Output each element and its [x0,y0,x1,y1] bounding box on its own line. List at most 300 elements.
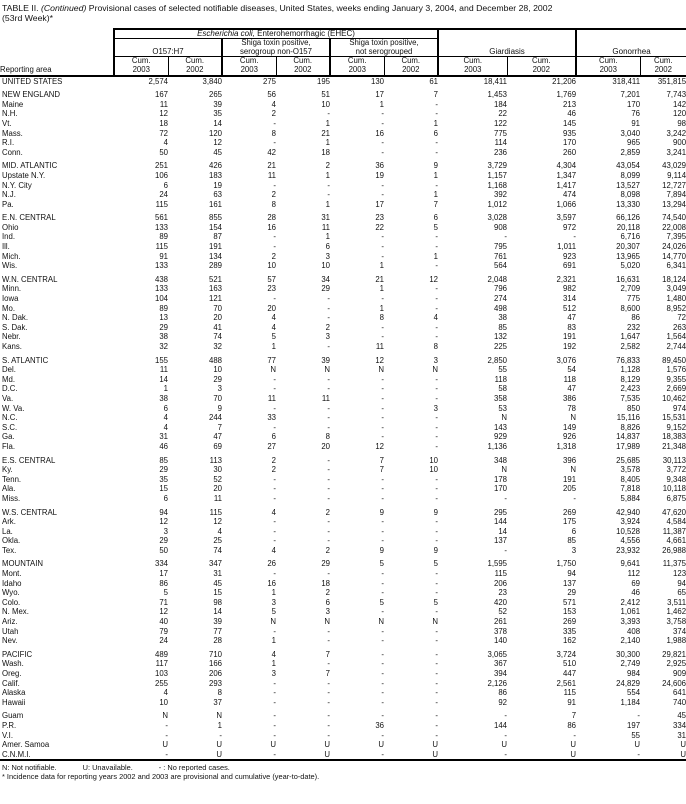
table-row [0,252,686,262]
value-cell: - [381,730,384,740]
value-cell: - [327,465,330,475]
value-cell: 1,318 [556,441,577,451]
value-cell: - [330,750,384,761]
value-cell: - [273,688,276,698]
reporting-area-cell: Nebr. [2,332,21,342]
value-cell: 9 [217,403,222,413]
table-row [0,384,686,394]
value-cell: 91 [159,251,168,261]
value-cell: - [381,526,384,536]
value-cell: - [381,251,384,261]
value-cell: 23 [267,284,276,294]
value-cell: 115 [155,199,168,209]
value-cell: - [327,109,330,119]
value-cell: 36 [375,161,384,171]
value-cell: 7,894 [666,190,686,200]
value-cell: - [327,342,330,351]
value-cell: 295 [494,507,508,517]
table-body [0,76,686,761]
value-cell: 3,049 [666,284,686,294]
value-cell: 21 [267,161,276,171]
reporting-area-cell: E.S. CENTRAL [2,455,56,465]
value-cell: 474 [563,190,577,200]
value-cell: 94 [677,578,686,588]
value-cell: - [327,711,330,721]
value-cell: 170 [494,484,508,494]
value-cell: 55 [498,365,508,375]
value-cell: 5 [433,597,439,607]
value-cell: - [327,313,330,323]
value-cell: - [435,493,439,503]
value-cell: - [435,720,439,730]
value-cell: - [435,138,439,148]
table-row [0,669,686,679]
value-cell: 76,833 [616,355,641,365]
value-cell: 51 [321,90,330,100]
value-cell: - [435,284,439,294]
value-cell: 20,307 [616,242,641,252]
table-row [0,646,686,660]
value-cell: 155 [154,355,168,365]
table-row [0,731,686,741]
value-cell: 14,770 [662,251,686,261]
value-cell: 420 [494,597,508,607]
value-cell: 118 [563,374,577,384]
value-cell: U [507,750,576,761]
value-cell: 3 [433,403,439,413]
value-cell: 36 [375,720,384,730]
value-cell: 6 [163,180,168,190]
value-cell: - [381,138,384,148]
reporting-area-cell: Maine [2,99,24,109]
value-cell: U [432,740,439,750]
value-cell: 38 [159,393,168,403]
value-cell: - [504,730,508,740]
value-cell: 10 [429,455,439,465]
value-cell: 154 [208,222,222,232]
reporting-area-cell: Nev. [2,636,18,646]
value-cell: 170 [627,99,641,109]
value-cell: 396 [563,455,577,465]
value-cell: 24,026 [662,242,686,252]
value-cell: - [381,626,384,636]
reporting-area-cell: Vt. [2,118,12,128]
value-cell: 378 [494,626,508,636]
value-cell: 9,355 [666,374,686,384]
value-cell: 18,124 [662,274,686,284]
value-cell: 489 [154,649,168,659]
value-cell: - [435,474,439,484]
table-row [0,190,686,200]
value-cell: - [222,750,276,761]
table-row [0,181,686,191]
value-cell: 132 [494,332,508,342]
value-cell: 8,129 [620,374,641,384]
value-cell: 9 [379,507,384,517]
value-cell: 909 [673,669,686,678]
value-cell: 8,405 [620,474,641,484]
value-cell: 79 [159,626,168,636]
value-cell: N [570,465,577,475]
value-cell: - [435,526,439,536]
value-cell: 43,029 [662,161,686,171]
value-cell: - [327,413,330,423]
value-cell: - [327,374,330,384]
reporting-area-cell: Md. [2,374,15,384]
value-cell: 22 [375,222,384,232]
value-cell: 24 [159,190,168,200]
value-cell: 46 [159,441,168,451]
reporting-area-cell: Wash. [2,659,24,669]
value-cell: 795 [494,242,508,252]
value-cell: 761 [494,251,508,261]
value-cell: 161 [208,199,222,209]
value-cell: 2,321 [556,274,577,284]
value-cell: 1,347 [556,170,577,180]
reporting-area-cell: MOUNTAIN [2,559,44,569]
value-cell: 38 [498,313,508,323]
table-row [0,342,686,352]
value-cell: 47 [567,384,577,394]
value-cell: - [435,688,439,698]
value-cell: 20 [213,313,222,323]
value-cell: 29 [159,465,168,475]
footnote-dash: - : No reported cases. [158,763,230,773]
value-cell: 53 [498,403,508,413]
value-cell: U [270,740,276,750]
value-cell: 5,020 [620,261,641,271]
value-cell: 118 [494,374,508,384]
value-cell: 16 [267,222,276,232]
value-cell: - [435,484,439,494]
value-cell: 26 [267,559,276,569]
value-cell: 4 [271,649,276,659]
value-cell: 8 [325,432,330,442]
value-cell: 2 [325,545,330,555]
value-cell: 5 [163,588,168,598]
value-cell: 5 [271,607,276,617]
ehec-italic-label: Escherichia coli, [197,28,255,38]
value-cell: 8,099 [620,170,641,180]
value-cell: 4 [163,422,168,432]
value-cell: 35 [213,109,222,119]
value-cell: 351,815 [657,76,686,86]
value-cell: 18 [159,118,168,128]
reporting-area-cell: S. ATLANTIC [2,355,49,365]
reporting-area-cell: N.Y. City [2,180,32,190]
value-cell: 77 [213,626,222,636]
value-cell: - [381,678,384,688]
value-cell: 775 [494,128,508,138]
table-row [0,607,686,617]
value-cell: 33 [267,413,276,423]
value-cell: 98 [677,118,686,128]
value-cell: 144 [494,517,508,527]
value-cell: - [435,242,439,252]
value-cell: 133 [154,222,168,232]
value-cell: 3,924 [620,517,641,527]
value-cell: 130 [370,76,384,86]
value-cell: - [327,636,330,646]
reporting-area-cell: W.N. CENTRAL [2,274,58,284]
value-cell: - [273,403,276,413]
value-cell: - [381,578,384,588]
value-cell: 86 [631,313,641,323]
reporting-area-cell: Ind. [2,232,16,242]
value-cell: 561 [154,213,168,223]
value-cell: 17 [375,90,384,100]
value-cell: 8,826 [620,422,641,432]
value-cell: 5 [433,222,439,232]
value-cell: 55 [631,730,641,740]
value-cell: 314 [563,294,577,304]
value-cell: 10,528 [616,526,641,536]
value-cell: 2,412 [620,597,641,607]
value-cell: U [378,740,384,750]
value-cell: 855 [208,213,222,223]
value-cell: 78 [567,403,577,413]
value-cell: 19 [375,170,384,180]
value-cell: 69 [631,578,641,588]
value-cell: 45 [213,147,222,157]
value-cell: 426 [208,161,222,171]
value-cell: U [384,750,438,761]
o157-subheader: O157:H7 [114,39,222,57]
value-cell: 47 [567,313,577,323]
table-row [0,413,686,423]
value-cell: 10 [321,261,330,271]
value-cell: 72 [677,313,686,323]
value-cell: 3,040 [620,128,641,138]
table-row [0,404,686,414]
value-cell: 9,152 [666,422,686,432]
value-cell: 54 [567,365,577,375]
value-cell: N [162,711,168,721]
value-cell: 334 [673,720,686,730]
value-cell: 4 [163,138,168,148]
table-row [0,475,686,485]
value-cell: 2,744 [666,342,686,351]
value-cell: 14 [159,374,168,384]
reporting-area-cell: Idaho [2,578,22,588]
value-cell: 2 [325,507,330,517]
value-cell: 76 [631,109,641,119]
value-cell: - [435,711,439,721]
value-cell: 178 [494,474,508,484]
value-cell: 2,669 [666,384,686,394]
value-cell: - [435,109,439,119]
reporting-area-cell: Va. [2,393,14,403]
title-continued: (Continued) [40,3,87,13]
value-cell: 3,729 [487,161,508,171]
table-row [0,721,686,731]
value-cell: - [273,484,276,494]
reporting-area-cell: P.R. [2,720,17,730]
value-cell: 6,716 [620,232,641,242]
table-row [0,546,686,556]
reporting-area-cell: V.I. [2,730,13,740]
value-cell: - [381,484,384,494]
value-cell: 7 [379,455,384,465]
value-cell: - [576,750,640,761]
value-cell: 2,574 [148,76,168,86]
value-cell: 571 [563,597,577,607]
value-cell: 9,114 [667,170,686,180]
table-row [0,76,686,87]
value-cell: - [435,322,439,332]
value-cell: 19 [213,180,222,190]
value-cell: 20 [267,303,276,313]
cum-header-cell: Cum. 2002 [640,57,686,76]
value-cell: 83 [567,322,577,332]
reporting-area-cell: Ky. [2,465,13,475]
value-cell: - [273,242,276,252]
cum-header-cell: Cum. 2003 [576,57,640,76]
value-cell: - [273,118,276,128]
value-cell: - [435,649,439,659]
value-cell: 2 [271,465,276,475]
value-cell: - [381,517,384,527]
value-cell: 46 [567,109,577,119]
value-cell: - [504,545,508,555]
value-cell: - [435,607,439,617]
value-cell: 98 [213,597,222,607]
value-cell: 137 [563,578,577,588]
value-cell: - [327,403,330,413]
value-cell: 408 [627,626,641,636]
value-cell: 35 [159,474,168,484]
value-cell: - [273,697,276,707]
value-cell: 358 [494,393,508,403]
reporting-area-cell: S. Dak. [2,322,28,332]
value-cell: - [435,413,439,423]
table-row [0,536,686,546]
value-cell: 1 [379,303,384,313]
value-cell: 21,348 [662,441,686,451]
cum-header-cell: Cum. 2003 [330,57,384,76]
value-cell: 1 [433,118,439,128]
value-cell: - [327,626,330,636]
value-cell: 521 [208,274,222,284]
table-row [0,423,686,433]
value-cell: - [219,730,222,740]
value-cell: N [270,365,276,375]
value-cell: 29 [159,322,168,332]
value-cell: 167 [154,90,168,100]
value-cell: 2 [271,109,276,119]
table-row [0,740,686,750]
value-cell: - [273,720,276,730]
value-cell: 796 [494,284,508,294]
value-cell: - [327,526,330,536]
value-cell: 3 [163,526,168,536]
value-cell: 143 [494,422,508,432]
value-cell: 3,578 [620,465,641,475]
value-cell: 86 [159,578,168,588]
value-cell: U [634,740,641,750]
reporting-area-cell: Mass. [2,128,23,138]
value-cell: - [381,422,384,432]
table-row [0,304,686,314]
value-cell: 40 [159,617,168,627]
value-cell: 11,387 [662,526,686,536]
value-cell: 42,940 [616,507,641,517]
value-cell: 39 [321,355,330,365]
value-cell: 1,011 [557,242,577,252]
value-cell: 25,685 [616,455,641,465]
value-cell: 3,242 [666,128,686,138]
value-cell: 8 [271,199,276,209]
value-cell: 564 [494,261,508,271]
footnote-u: U: Unavailable. [82,763,133,773]
value-cell: - [381,432,384,442]
value-cell: 121 [208,294,222,304]
value-cell: 4,584 [666,517,686,527]
table-row [0,679,686,689]
value-cell: 1,462 [666,607,686,617]
value-cell: 374 [673,626,686,636]
value-cell: - [327,493,330,503]
value-cell: 1 [271,588,276,598]
value-cell: 929 [494,432,508,442]
reporting-area-cell: UNITED STATES [2,76,63,86]
value-cell: - [435,588,439,598]
value-cell: 275 [262,76,276,86]
value-cell: - [327,384,330,394]
value-cell: 5 [271,332,276,342]
table-row [0,284,686,294]
value-cell: U [276,750,330,761]
title-prefix: TABLE II. [2,3,39,13]
value-cell: 38 [159,332,168,342]
value-cell: 12 [429,274,439,284]
reporting-area-cell: Fla. [2,441,15,451]
value-cell: 1,480 [666,294,686,304]
value-cell: 206 [494,578,508,588]
value-cell: - [327,517,330,527]
value-cell: 255 [154,678,168,688]
value-cell: - [381,332,384,342]
reporting-area-cell: R.I. [2,138,15,148]
value-cell: 32 [213,342,222,351]
value-cell: 115 [155,242,168,252]
reporting-area-cell: N.C. [2,413,18,423]
footnote-incidence-note: * Incidence data for reporting years 2002 and 2003 are provisional and cumulative (year-to-date). [2,772,320,782]
value-cell: 11 [321,393,330,403]
value-cell: 8 [271,128,276,138]
value-cell: U [570,740,577,750]
value-cell: 1 [433,170,439,180]
value-cell: 14 [498,526,508,536]
value-cell: 195 [316,76,330,86]
value-cell: 5 [433,559,439,569]
value-cell: - [435,441,439,451]
value-cell: 70 [213,303,222,313]
value-cell: 1,647 [620,332,641,342]
value-cell: 12 [213,517,222,527]
table-row [0,484,686,494]
reporting-area-cell: Conn. [2,147,23,157]
value-cell: 7 [325,669,330,678]
reporting-area-cell: Wis. [2,261,18,271]
value-cell: 2 [325,161,330,171]
value-cell: 31 [159,432,168,442]
value-cell: 6 [571,526,577,536]
value-cell: N [432,617,439,627]
reporting-area-cell: Alaska [2,688,26,698]
value-cell: 335 [563,626,577,636]
value-cell: - [381,190,384,200]
